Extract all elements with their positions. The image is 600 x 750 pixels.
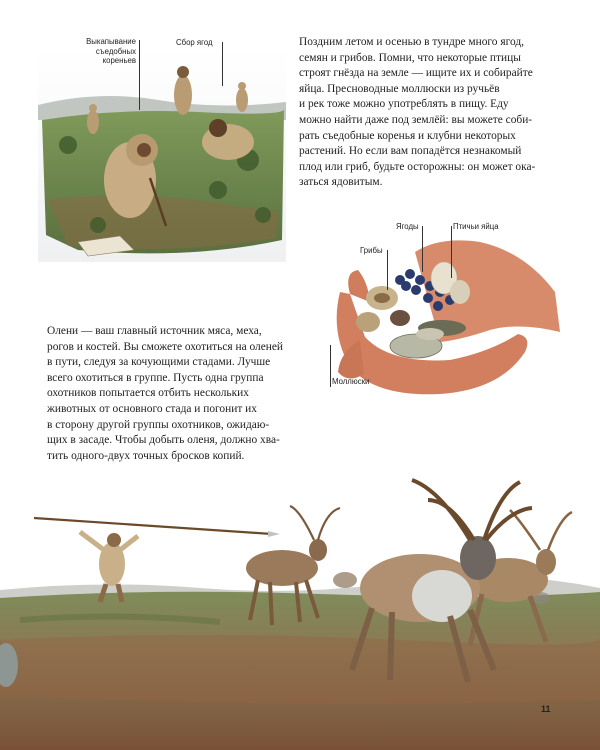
text-line: Поздним летом и осенью в тундре много ягод,	[299, 36, 524, 48]
leader-berries-hands	[422, 226, 423, 272]
text-line: всего охотиться в группе. Пусть одна группа	[47, 371, 264, 384]
text-line: в сторону другой группы охотников, ожидаю-	[47, 418, 270, 431]
text-line: можно найти даже под землёй: вы можете соби-	[299, 113, 533, 126]
leader-eggs	[451, 226, 452, 278]
text-line: рать съедобные коренья и клубни некоторых	[299, 129, 516, 142]
text-line: тить одного-двух точных бросков копий.	[47, 449, 245, 462]
text-line: яйца. Пресноводные моллюски из ручьёв	[299, 82, 500, 95]
label-bird-eggs: Птичьи яйца	[453, 222, 499, 231]
text-line: охотников попытается отбить нескольких	[47, 387, 249, 400]
paragraph-tundra-food	[299, 35, 579, 191]
text-line: плод или гриб, будьте осторожны: он может ока-	[299, 160, 536, 173]
label-mushrooms: Грибы	[360, 246, 383, 255]
text-line: растений. Но если вам попадётся незнакомый	[299, 145, 522, 158]
label-molluscs: Моллюски	[332, 377, 370, 386]
label-digging-line-1: Выкапывание	[86, 37, 136, 46]
reindeer-hunt-illustration	[0, 470, 600, 750]
label-digging-roots	[66, 37, 136, 66]
text-line: животных от основного стада и погонит их	[47, 402, 257, 415]
text-line: строят гнёзда на земле — ищите их и собирайте	[299, 67, 533, 80]
text-line: щих в засаде. Чтобы добыть оленя, должно хва-	[47, 434, 280, 447]
page-number: 11	[541, 704, 551, 714]
leader-digging	[139, 40, 140, 110]
text-line: семян и грибов. Помни, что некоторые птицы	[299, 51, 521, 64]
foraging-illustration	[38, 50, 286, 262]
label-digging-line-2: съедобных	[95, 46, 136, 56]
text-line: Олени — ваш главный источник мяса, меха,	[47, 325, 262, 337]
leader-molluscs	[330, 345, 331, 387]
label-digging-line-3: кореньев	[102, 56, 136, 65]
text-line: и рек тоже можно употреблять в пищу. Еду	[299, 98, 509, 111]
text-line: рогов и костей. Вы сможете охотиться на оленей	[47, 340, 284, 353]
label-berries: Ягоды	[396, 222, 419, 231]
label-berry-picking: Сбор ягод	[176, 38, 213, 47]
leader-berries	[222, 42, 223, 86]
text-line: в пути, следуя за кочующими стадами. Лучше	[47, 356, 271, 369]
paragraph-reindeer-hunting	[47, 324, 307, 464]
leader-mushrooms	[387, 250, 388, 290]
text-line: заться ядовитым.	[299, 176, 383, 189]
